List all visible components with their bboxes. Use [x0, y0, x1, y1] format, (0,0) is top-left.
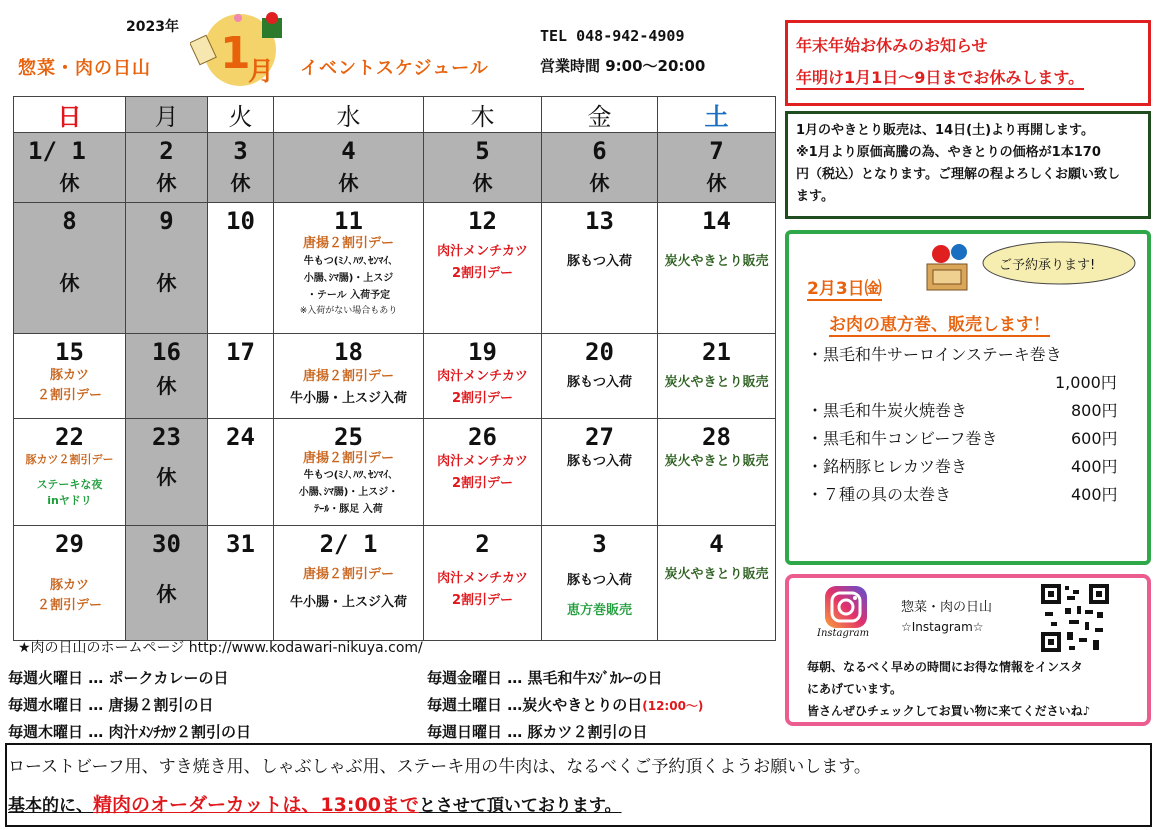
day-cell: [208, 334, 274, 419]
day-cell: [274, 419, 424, 526]
day-number: 12: [468, 207, 497, 235]
ehou-item-name: ・黒毛和牛炭火焼巻き: [807, 401, 968, 420]
day-number: 29: [55, 530, 84, 558]
closed-label: 休: [59, 271, 80, 295]
event-tonkatsu: 豚カツ: [49, 368, 89, 383]
closed-label: 休: [156, 171, 177, 195]
yakitori-notice-line: ます。: [796, 189, 834, 204]
day-cell: [658, 133, 776, 203]
weekday-wed: 水: [274, 97, 424, 133]
week-row-4: [14, 419, 776, 526]
shop-name: 惣菜・肉の日山: [18, 58, 151, 79]
day-number: 19: [468, 338, 497, 366]
instagram-message-line: 毎朝、なるべく早めの時間にお得な情報をインスタ: [807, 660, 1083, 674]
event-note: ※入荷がない場合もあり: [299, 306, 398, 316]
closed-label: 休: [59, 171, 80, 195]
weekday-thu: 木: [424, 97, 542, 133]
ehou-date: 2月3日㈮: [807, 274, 882, 301]
day-cell: [658, 334, 776, 419]
weekday-fri: 金: [542, 97, 658, 133]
day-cell: [542, 526, 658, 641]
month-badge-illustration: [190, 8, 286, 90]
business-hours: 営業時間 9:00〜20:00: [540, 57, 706, 75]
order-notice-line2: [8, 790, 622, 817]
ehou-item-name: ・黒毛和牛サーロインステーキ巻き: [807, 345, 1062, 364]
closed-label: 休: [230, 171, 251, 195]
holiday-notice-box: [785, 20, 1151, 106]
ehoumaki-box: [785, 230, 1151, 565]
event-menchi: 肉汁メンチカツ: [437, 454, 528, 469]
day-cell: [542, 203, 658, 334]
instagram-icon[interactable]: [823, 584, 869, 630]
event-yakitori: 炭火やきとり販売: [664, 254, 769, 269]
day-cell: [208, 419, 274, 526]
event-waribiki: 2割引デー: [451, 476, 514, 491]
day-cell: [424, 334, 542, 419]
event-menchi: 肉汁メンチカツ: [437, 571, 528, 586]
weekly-saturday-text: 毎週土曜日 …炭火やきとりの日: [427, 696, 643, 714]
weekday-mon: 月: [126, 97, 208, 133]
day-number: 25: [334, 423, 363, 451]
event-note: 牛もつ(ﾐﾉ､ﾊﾂ､ｾﾝﾏｲ､: [303, 256, 394, 267]
event-steak-night: ステーキな夜: [36, 478, 103, 491]
day-cell: [658, 419, 776, 526]
day-number: 24: [226, 423, 255, 451]
day-number: 2/ 1: [319, 530, 378, 558]
event-title: イベントスケジュール: [300, 58, 489, 79]
closed-label: 休: [338, 171, 359, 195]
event-ehoumaki-sale: 恵方巻販売: [566, 603, 632, 618]
day-number: 21: [702, 338, 731, 366]
day-cell: [274, 203, 424, 334]
day-cell: [14, 419, 126, 526]
instagram-tag: ☆Instagram☆: [901, 620, 984, 634]
weekday-header-row: [14, 97, 776, 133]
day-number: 9: [159, 207, 174, 235]
event-menchi: 肉汁メンチカツ: [437, 369, 528, 384]
yakitori-notice-box: [785, 111, 1151, 219]
event-waribiki: 2割引デー: [451, 593, 514, 608]
day-number: 1/ 1: [28, 137, 86, 165]
month-badge: [190, 8, 286, 90]
day-number: 10: [226, 207, 255, 235]
day-number: 4: [709, 530, 724, 558]
event-note: 小腸､ｼﾏ腸)・上スジ・: [298, 487, 399, 498]
tel-number: TEL 048-942-4909: [540, 27, 685, 45]
homepage-link[interactable]: ★肉の日山のホームページ http://www.kodawari-nikuya.com/: [18, 640, 423, 656]
day-cell: [274, 526, 424, 641]
event-note: 牛もつ(ﾐﾉ､ﾊﾂ､ｾﾝﾏｲ､: [303, 470, 394, 481]
day-cell: [14, 203, 126, 334]
weekly-wednesday: 毎週水曜日 … 唐揚２割引の日: [8, 696, 214, 714]
qr-code-icon[interactable]: [1039, 582, 1111, 654]
day-number: 22: [55, 423, 84, 451]
day-cell: [424, 203, 542, 334]
event-menchi: 肉汁メンチカツ: [437, 244, 528, 259]
event-tonkatsu-wari: ２割引デー: [36, 388, 102, 403]
day-cell: [126, 133, 208, 203]
weekday-sat: 土: [658, 97, 776, 133]
day-cell: [208, 133, 274, 203]
ehou-item-price: 1,000円: [1055, 373, 1117, 392]
ehou-item-name: ・黒毛和牛コンビーフ巻き: [807, 429, 998, 448]
day-cell: [424, 133, 542, 203]
day-number: 2: [159, 137, 174, 165]
event-butamotsu: 豚もつ入荷: [566, 573, 632, 588]
ehou-item-name: ・７種の具の太巻き: [807, 485, 952, 504]
event-note: 小腸､ｼﾏ腸)・上スジ: [303, 273, 394, 284]
week-row-5: [14, 526, 776, 641]
day-cell: [14, 133, 126, 203]
weekly-saturday: [427, 694, 703, 715]
year-label: 2023年: [126, 19, 179, 35]
event-waribiki: 2割引デー: [451, 391, 514, 406]
closed-label: 休: [589, 171, 610, 195]
order-cut-deadline: 精肉のオーダーカットは、13:00まで: [93, 794, 419, 816]
day-cell: [542, 334, 658, 419]
closed-label: 休: [472, 171, 493, 195]
weekly-sunday: 毎週日曜日 … 豚カツ２割引の日: [427, 723, 648, 741]
event-gyushoucho: 牛小腸・上スジ入荷: [289, 595, 407, 610]
day-cell: [126, 526, 208, 641]
instagram-message-line: 皆さんぜひチェックしてお買い物に来てくださいね♪: [807, 704, 1091, 718]
day-number: 27: [585, 423, 614, 451]
calendar-table: [13, 96, 776, 641]
day-cell: [274, 133, 424, 203]
holiday-notice-text: 年明け1月1日〜9日までお休みします。: [796, 65, 1084, 90]
event-gyushoucho: 牛小腸・上スジ入荷: [289, 391, 407, 406]
closed-label: 休: [156, 271, 177, 295]
day-cell: [14, 526, 126, 641]
closed-label: 休: [156, 465, 177, 489]
ehou-headline: お肉の恵方巻、販売します！: [829, 310, 1050, 337]
day-number: 7: [709, 137, 724, 165]
day-cell: [658, 203, 776, 334]
holiday-notice-title: 年末年始お休みのお知らせ: [796, 36, 988, 55]
day-number: 6: [592, 137, 607, 165]
order-notice-prefix: 基本的に、: [8, 796, 93, 816]
closed-label: 休: [156, 374, 177, 398]
day-number: 5: [475, 137, 490, 165]
event-waribiki: 2割引デー: [451, 266, 514, 281]
day-number: 30: [152, 530, 181, 558]
weekday-sun: 日: [14, 97, 126, 133]
event-karaage: 唐揚２割引デー: [302, 567, 394, 582]
event-karaage: 唐揚２割引デー: [302, 369, 394, 384]
event-tonkatsu: 豚カツ: [49, 578, 89, 593]
ehou-item-name: ・銘柄豚ヒレカツ巻き: [807, 457, 968, 476]
instagram-logo-text: Instagram: [817, 628, 870, 639]
event-butamotsu: 豚もつ入荷: [566, 254, 632, 269]
weekly-saturday-time: (12:00〜): [642, 699, 704, 713]
event-yakitori: 炭火やきとり販売: [664, 567, 769, 582]
event-butamotsu: 豚もつ入荷: [566, 375, 632, 390]
event-butamotsu: 豚もつ入荷: [566, 454, 632, 469]
day-number: 17: [226, 338, 255, 366]
month-suffix: 月: [248, 57, 275, 87]
day-cell: [126, 419, 208, 526]
weekly-tuesday: 毎週火曜日 … ポークカレーの日: [8, 669, 229, 687]
event-karaage: 唐揚２割引デー: [302, 236, 394, 251]
day-cell: [424, 526, 542, 641]
day-number: 14: [702, 207, 731, 235]
day-number: 31: [226, 530, 255, 558]
day-number: 20: [585, 338, 614, 366]
yakitori-notice-line: 1月のやきとり販売は、14日(土)より再開します。: [796, 123, 1094, 138]
day-cell: [424, 419, 542, 526]
day-number: 18: [334, 338, 363, 366]
day-number: 3: [592, 530, 607, 558]
day-number: 8: [62, 207, 77, 235]
ehou-item-price: 400円: [1071, 457, 1118, 476]
day-number: 23: [152, 423, 181, 451]
month-number: 1: [220, 28, 251, 79]
day-cell: [274, 334, 424, 419]
day-cell: [126, 334, 208, 419]
event-note: ・テール 入荷予定: [306, 290, 391, 301]
day-number: 13: [585, 207, 614, 235]
day-number: 4: [341, 137, 356, 165]
event-karaage: 唐揚２割引デー: [302, 451, 394, 466]
ehou-item-price: 600円: [1071, 429, 1118, 448]
day-cell: [542, 419, 658, 526]
instagram-message-line: にあげています。: [807, 682, 903, 696]
order-notice-line1: ローストビーフ用、すき焼き用、しゃぶしゃぶ用、ステーキ用の牛肉は、なるべくご予約頂くようお願いします。: [8, 757, 871, 777]
closed-label: 休: [156, 582, 177, 606]
event-yakitori: 炭火やきとり販売: [664, 454, 769, 469]
day-number: 28: [702, 423, 731, 451]
event-note: ﾃｰﾙ・豚足 入荷: [314, 504, 383, 515]
day-cell: [126, 203, 208, 334]
closed-label: 休: [706, 171, 727, 195]
day-cell: [14, 334, 126, 419]
day-number: 26: [468, 423, 497, 451]
day-cell: [208, 526, 274, 641]
event-tonkatsu-wari: ２割引デー: [36, 598, 102, 613]
day-cell: [542, 133, 658, 203]
oni-box-icon: [919, 236, 979, 296]
weekly-thursday: 毎週木曜日 … 肉汁ﾒﾝﾁｶﾂ２割引の日: [8, 723, 251, 741]
day-number: 15: [55, 338, 84, 366]
reservation-bubble: ご予約承ります!: [999, 258, 1096, 273]
day-cell: [208, 203, 274, 334]
day-number: 3: [233, 137, 248, 165]
order-notice-suffix: とさせて頂いております。: [418, 796, 622, 816]
weekday-tue: 火: [208, 97, 274, 133]
day-number: 2: [475, 530, 490, 558]
week-row-1: [14, 133, 776, 203]
yakitori-notice-line: ※1月より原価高騰の為、やきとりの価格が1本170: [796, 145, 1101, 160]
day-cell: [658, 526, 776, 641]
weekly-friday: 毎週金曜日 … 黒毛和牛ｽｼﾞｶﾚｰの日: [427, 669, 663, 687]
event-steak-night-place: inヤドリ: [47, 494, 92, 507]
week-row-3: [14, 334, 776, 419]
day-number: 11: [334, 207, 363, 235]
yakitori-notice-line: 円（税込）となります。ご理解の程よろしくお願い致し: [796, 167, 1120, 182]
event-tonkatsu-full: 豚カツ２割引デー: [25, 453, 114, 466]
instagram-shop: 惣菜・肉の日山: [901, 600, 993, 615]
ehou-item-price: 400円: [1071, 485, 1118, 504]
instagram-box: [785, 574, 1151, 726]
ehou-item-price: 800円: [1071, 401, 1118, 420]
week-row-2: [14, 203, 776, 334]
day-number: 16: [152, 338, 181, 366]
event-yakitori: 炭火やきとり販売: [664, 375, 769, 390]
